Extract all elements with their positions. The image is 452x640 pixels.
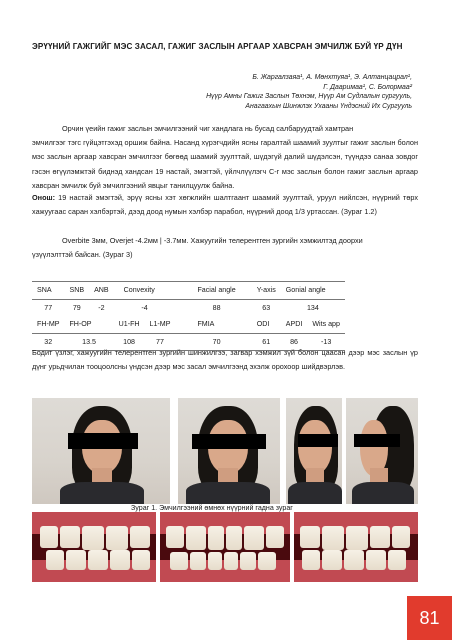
table-header-cell: Convexity <box>114 282 176 300</box>
table-header-cell: U1-FH <box>114 316 145 333</box>
table-header-cell: L1-MP <box>145 316 176 333</box>
intro-body: эмчилгээг тэгс гүйцэтгэхэд оршиж байна. Насанд хүрэгчдийн ясны гаралтай шаамий зуултыг гажиг заслын болон мэс заслын аргаар хавсран эмчилгээг бөгөөд шаамий зуулттай, шүдэгүй далий шүдэлсэн, түүндээ санаа зовдог гэсэн өгүүлэмжтэй биднэд хандсан 19 настай, эмэгтэй, үйлчлүүлэгч С-г мэс заслын болон гажиг заслын аргаар хавсран эмчилж буй эмчилгээний явцыг танилцуулж байна. <box>32 138 418 190</box>
table-header-cell: Gonial angle <box>281 282 345 300</box>
diagnosis-paragraph <box>32 191 418 219</box>
table-header-cell: Facial angle <box>175 282 240 300</box>
measurements-first-line: Overbite 3мм, Overjet -4.2мм | -3.7мм. Хажуугийн телерентген зургийн хэмжилтэд доорхи <box>62 236 363 245</box>
patient-photo-profile <box>346 398 418 504</box>
intro-paragraph <box>32 122 418 193</box>
measurements-paragraph <box>32 234 418 262</box>
table-cell: 13.5 <box>64 333 113 351</box>
eye-censor-bar <box>298 434 338 447</box>
table-header-cell: ANB <box>89 282 114 300</box>
intraoral-photo-right <box>294 512 418 582</box>
table-header-cell: SNA <box>32 282 64 300</box>
table-cell: 86 <box>281 333 308 351</box>
author-block <box>206 73 412 111</box>
table-row <box>32 282 345 300</box>
table-cell: 70 <box>175 333 240 351</box>
eye-censor-bar <box>68 433 138 449</box>
table-cell: -4 <box>141 303 148 312</box>
table-cell: 108 <box>114 333 145 351</box>
affiliation-line: Анагаахын Шинжлэх Ухааны Үндэсний Их Сургууль <box>245 102 412 110</box>
table-cell: 61 <box>241 333 281 351</box>
measurements-rest: үзүүлэлттэй байсан. (Зураг 3) <box>32 250 133 260</box>
table-header-cell: Y-axis <box>241 282 281 300</box>
author-line: Б. Жаргалзаяа¹, А. Мөнхтуяа¹, Э. Алтанцацрал¹, <box>252 74 412 81</box>
table-cell: 79 <box>72 303 81 312</box>
intraoral-photo-center <box>160 512 290 582</box>
intraoral-photo-left <box>32 512 156 582</box>
diagnosis-text: 19 настай эмэгтэй, эрүү ясны хэт хөгжлийн шалтгаант шаамий зуулттай, уруул нийлсэн, нүүрний төрх хажуугаас саран хэлбэртэй, дээд доод нумын хэлбэр парабол, нүүрний доод 1/3 уртассан. (Зураг 1.2) <box>32 193 418 217</box>
figure-caption: Зураг 1. Эмчилгээний өмнөх нүүрний гадна зураг <box>131 504 293 512</box>
patient-photo-smile <box>178 398 280 504</box>
table-cell: 32 <box>32 333 64 351</box>
table-cell: -2 <box>98 303 105 312</box>
table-cell: 63 <box>262 303 271 312</box>
table-header-cell: FMIA <box>175 316 240 333</box>
table-cell: -13 <box>307 333 345 351</box>
decision-paragraph: Бодит үзлэг, хажуугийн телерентген зургийн шинжилгээ, загвар хэмжил зүй болон цаасан дээр мэс заслын үр дүнг урьдчилан тооцоолсны үндсэн дээр мэс засал эмчилгээнд эхэлж орохоор шийдвэрлэв. <box>32 348 418 372</box>
eye-censor-bar <box>192 434 266 449</box>
table-cell: 77 <box>145 333 176 351</box>
table-cell: 134 <box>306 303 319 312</box>
eye-censor-bar <box>354 434 400 447</box>
patient-photo-oblique <box>286 398 342 504</box>
table-cell: 88 <box>212 303 221 312</box>
table-header-cell: ODI <box>241 316 281 333</box>
page-number-badge: 81 <box>407 596 452 640</box>
table-header-cell: FH-MP <box>32 316 64 333</box>
table-cell: 77 <box>44 303 53 312</box>
table-header-cell: FH-OP <box>64 316 113 333</box>
article-title: ЭРҮҮНИЙ ГАЖГИЙГ МЭС ЗАСАЛ, ГАЖИГ ЗАСЛЫН АРГААР ХАВСРАН ЭМЧИЛЖ БУЙ ҮР ДҮН <box>32 42 403 51</box>
table-header-cell: SNB <box>64 282 89 300</box>
table-row <box>32 299 345 316</box>
table-header-cell: Wits app <box>307 316 345 333</box>
intro-first-line: Орчин үеийн гажиг заслын эмчилгээний чиг хандлага нь бусад салбаруудтай хамтран <box>62 124 354 133</box>
affiliation-line: Нүүр Амны Гажиг Заслын Төхнэм, Нүүр Ам Судлалын сургууль, <box>206 93 412 101</box>
table-row <box>32 316 345 333</box>
author-line: Г. Дааримаа¹, С. Болормаа² <box>323 83 412 91</box>
cephalometric-table <box>32 281 345 351</box>
diagnosis-label: Онош: <box>32 193 56 202</box>
patient-photo-frontal <box>32 398 170 504</box>
table-header-cell: APDI <box>281 316 308 333</box>
